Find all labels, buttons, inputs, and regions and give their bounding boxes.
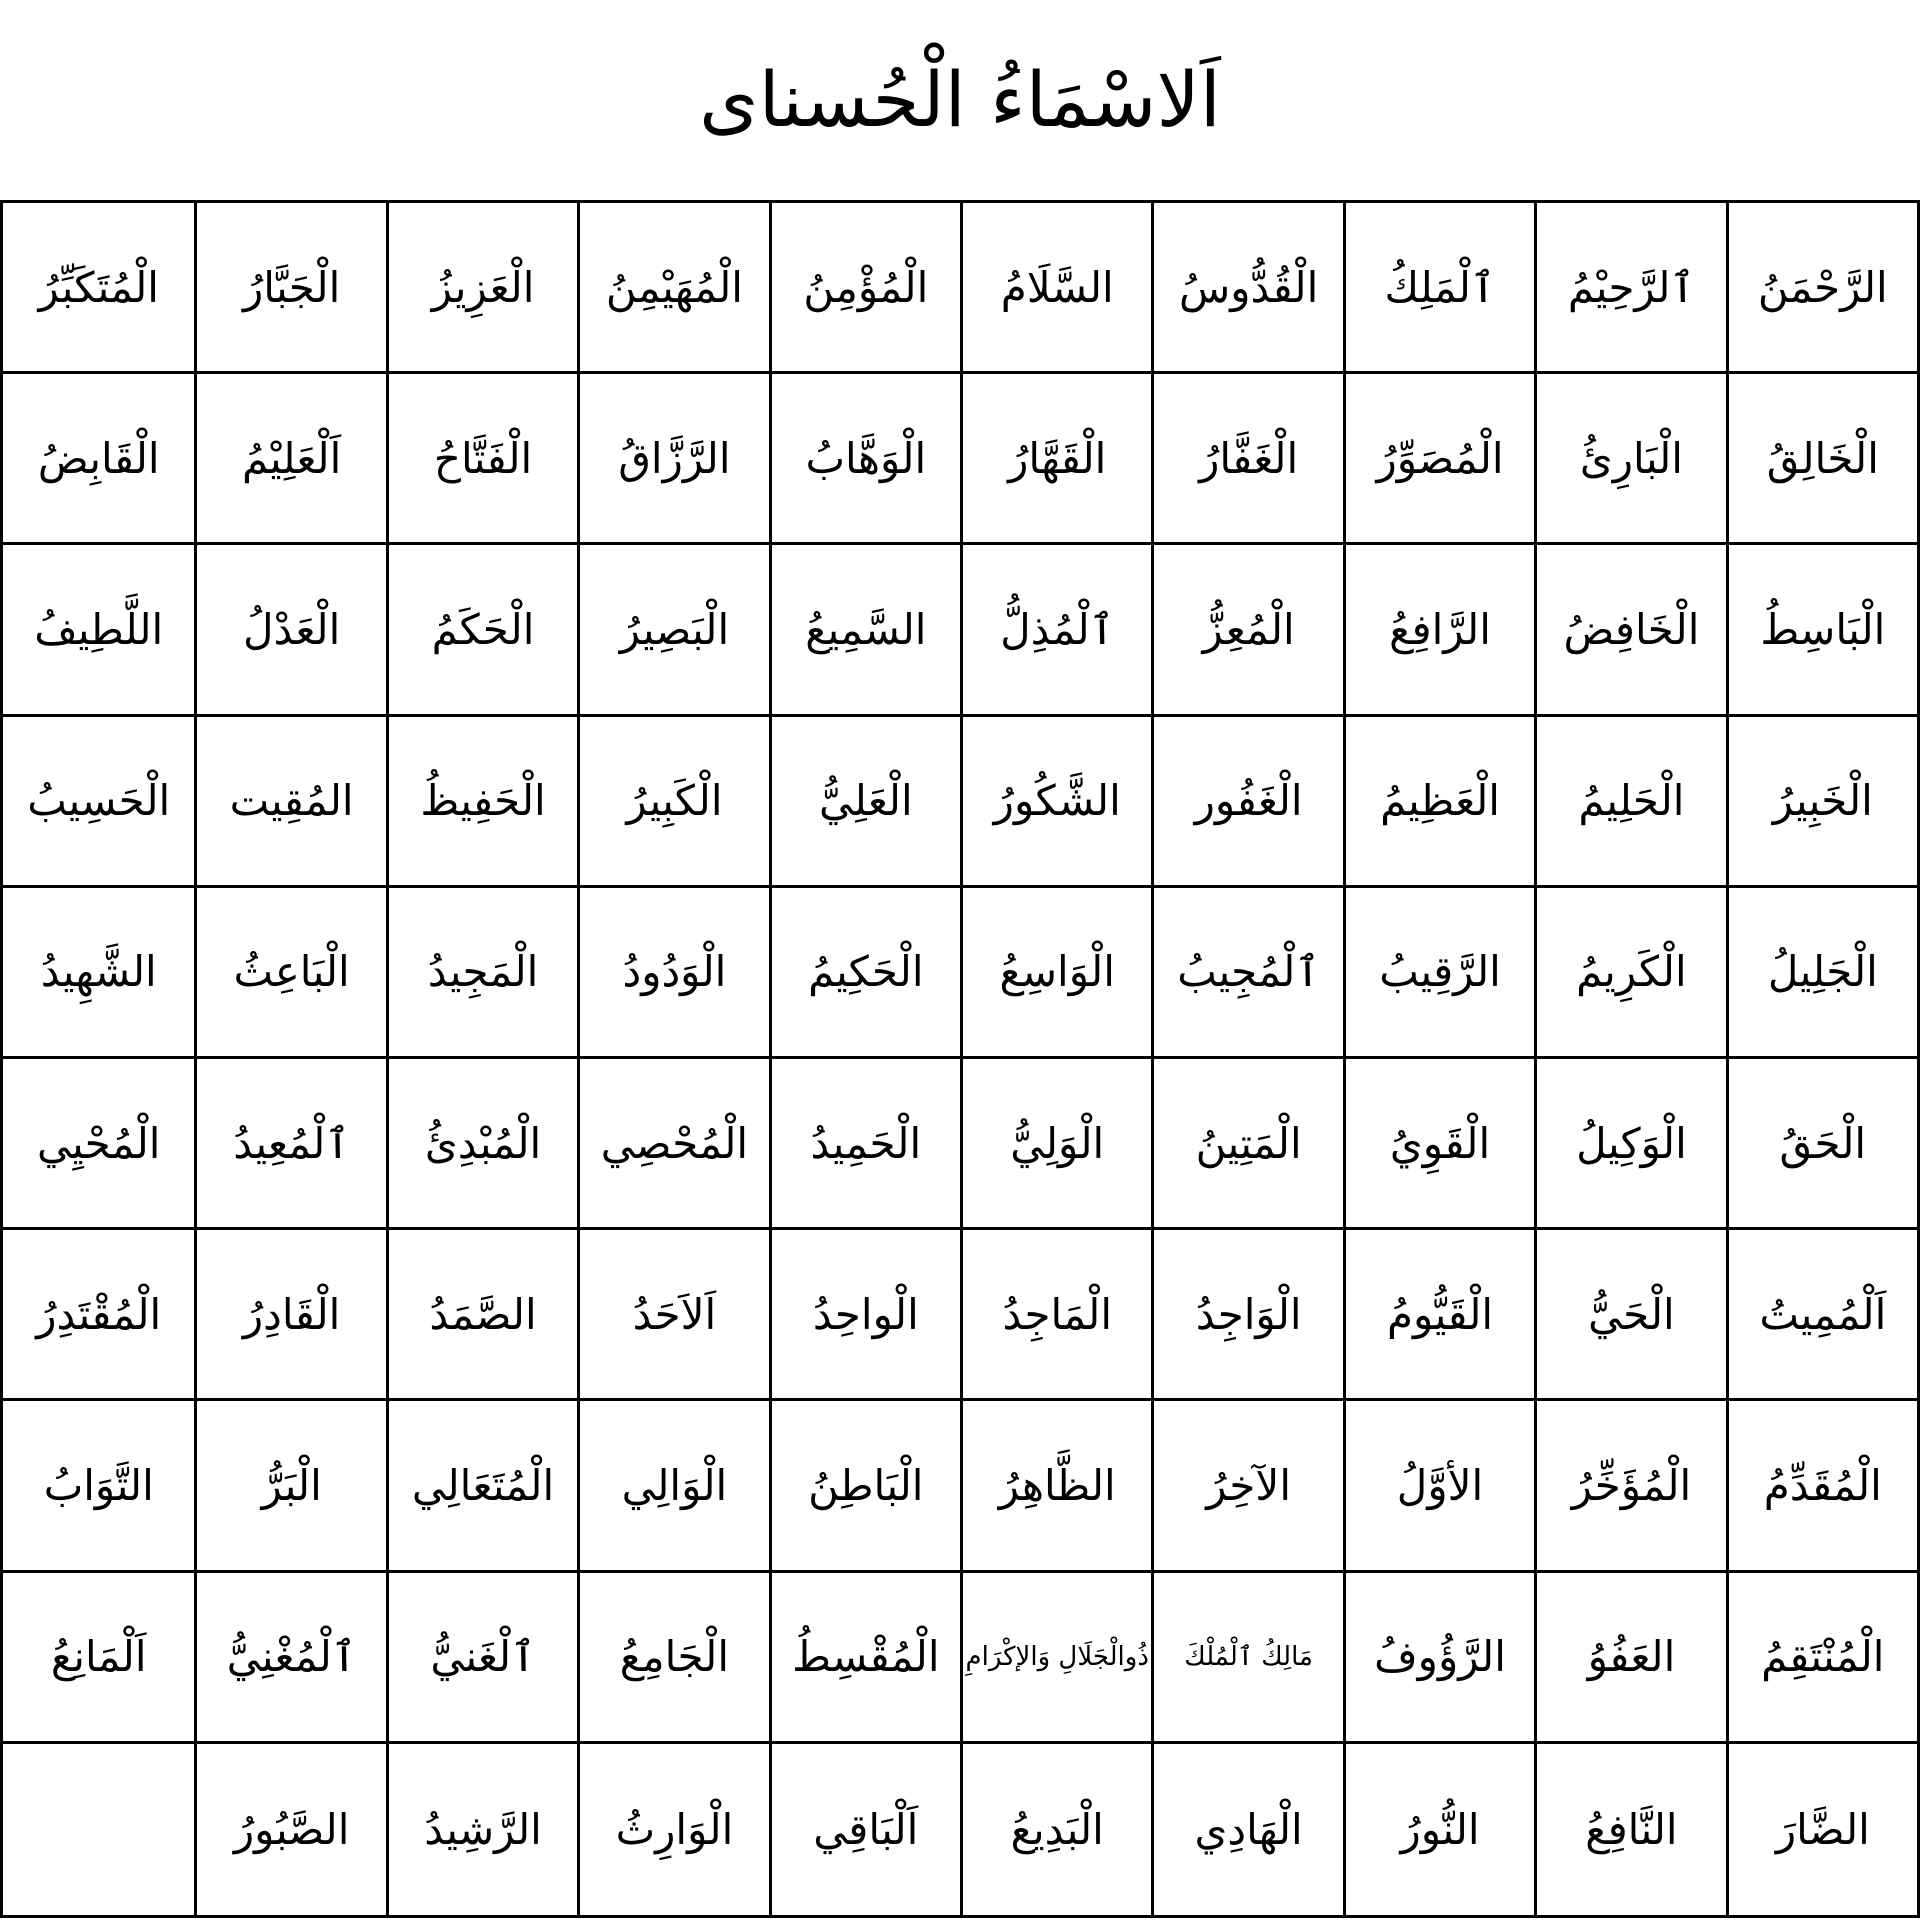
name-cell: الْجَامِعُ [577, 1573, 768, 1744]
name-cell: الْبَرُّ [194, 1401, 385, 1572]
name-cell: الضَّارَ [1726, 1744, 1917, 1915]
name-cell: الظَّاهِرُ [960, 1401, 1151, 1572]
name-cell: الْمُحْصِي [577, 1059, 768, 1230]
name-cell: السَّمِيعُ [769, 545, 960, 716]
name-cell: اَلْمَانِعُ [3, 1573, 194, 1744]
empty-cell [3, 1744, 194, 1915]
name-cell: الْمُنْتَقِمُ [1726, 1573, 1917, 1744]
name-cell: اَلْبَاقِي [769, 1744, 960, 1915]
name-cell: الْمُصَوِّرُ [1343, 374, 1534, 545]
name-cell: الْمُهَيْمِنُ [577, 203, 768, 374]
name-cell: ٱلْمُذِلُّ [960, 545, 1151, 716]
name-cell: الْعَزِيزُ [386, 203, 577, 374]
name-cell: الْكَرِيمُ [1534, 888, 1725, 1059]
name-cell: الصَّبُورُ [194, 1744, 385, 1915]
name-cell: الْحَكِيمُ [769, 888, 960, 1059]
name-cell: الْقَهَّارُ [960, 374, 1151, 545]
name-cell: الْوَكِيلُ [1534, 1059, 1725, 1230]
name-cell: اَلْعَلِيْمُ [194, 374, 385, 545]
name-cell: الْعَظِيمُ [1343, 717, 1534, 888]
name-cell: ٱلرَّحِيْمُ [1534, 203, 1725, 374]
name-cell: المُقِيت [194, 717, 385, 888]
name-cell: الْمُحْيِي [3, 1059, 194, 1230]
name-cell: الْخَافِضُ [1534, 545, 1725, 716]
name-cell: الْعَلِيُّ [769, 717, 960, 888]
name-cell: الْبَاعِثُ [194, 888, 385, 1059]
name-cell: الرَّزَّاقُ [577, 374, 768, 545]
name-cell: الْمُبْدِئُ [386, 1059, 577, 1230]
name-cell: الرَّافِعُ [1343, 545, 1534, 716]
name-cell: الآخِرُ [1151, 1401, 1342, 1572]
name-cell: الْوَالِي [577, 1401, 768, 1572]
name-cell: الْبَارِئُ [1534, 374, 1725, 545]
name-cell: التَّوَابُ [3, 1401, 194, 1572]
name-cell: الْحَكَمُ [386, 545, 577, 716]
name-cell: الْقَابِضُ [3, 374, 194, 545]
name-cell: الْقَوِيُ [1343, 1059, 1534, 1230]
name-cell: الْمُقَدِّمُ [1726, 1401, 1917, 1572]
name-cell: ذُوالْجَلَالِ وَالإكْرَامِ [960, 1573, 1151, 1744]
name-cell: الْعَدْلُ [194, 545, 385, 716]
name-cell: الْمُقْتَدِرُ [3, 1230, 194, 1401]
name-cell: الْجَلِيلُ [1726, 888, 1917, 1059]
name-cell: الْغَفَّارُ [1151, 374, 1342, 545]
name-cell: الْوَلِيُّ [960, 1059, 1151, 1230]
name-cell: الْبَصِيرُ [577, 545, 768, 716]
name-cell: اَلاَحَدُ [577, 1230, 768, 1401]
name-cell: الْقَيُّومُ [1343, 1230, 1534, 1401]
name-cell: الْحَلِيمُ [1534, 717, 1725, 888]
name-cell: الْمُتَكَبِّرُ [3, 203, 194, 374]
name-cell: مَالِكُ ٱلْمُلْكَ [1151, 1573, 1342, 1744]
name-cell: ٱلْمُجِيبُ [1151, 888, 1342, 1059]
name-cell: الْمَجِيدُ [386, 888, 577, 1059]
name-cell: الْواحِدُ [769, 1230, 960, 1401]
name-cell: ٱلْغَنيُّ [386, 1573, 577, 1744]
name-cell: الْمُقْسِطُ [769, 1573, 960, 1744]
name-cell: الْبَاسِطُ [1726, 545, 1917, 716]
name-cell: الْمُؤْمِنُ [769, 203, 960, 374]
name-cell: الْوَاسِعُ [960, 888, 1151, 1059]
name-cell: الْمُتَعَالِي [386, 1401, 577, 1572]
name-cell: الأوَّلُ [1343, 1401, 1534, 1572]
name-cell: الْهَادِي [1151, 1744, 1342, 1915]
name-cell: الْوَهَّابُ [769, 374, 960, 545]
name-cell: الْقَادِرُ [194, 1230, 385, 1401]
name-cell: الْحَفِيظُ [386, 717, 577, 888]
name-cell: الرَّقِيبُ [1343, 888, 1534, 1059]
name-cell: الْحَيُّ [1534, 1230, 1725, 1401]
name-cell: الْخَالِقُ [1726, 374, 1917, 545]
name-cell: الْفَتَّاحُ [386, 374, 577, 545]
name-cell: الْبَاطِنُ [769, 1401, 960, 1572]
name-cell: الرَّحْمَنُ [1726, 203, 1917, 374]
name-cell: الرَّؤُوفُ [1343, 1573, 1534, 1744]
name-cell: الْقُدُّوسُ [1151, 203, 1342, 374]
name-cell: الصَّمَدُ [386, 1230, 577, 1401]
name-cell: العَفُوُ [1534, 1573, 1725, 1744]
name-cell: الْحَقُ [1726, 1059, 1917, 1230]
name-cell: الْوَدُودُ [577, 888, 768, 1059]
name-cell: السَّلَامُ [960, 203, 1151, 374]
name-cell: الْمَتِينُ [1151, 1059, 1342, 1230]
name-cell: الرَّشِيدُ [386, 1744, 577, 1915]
name-cell: الْمُعِزُّ [1151, 545, 1342, 716]
name-cell: الْوَارِثُ [577, 1744, 768, 1915]
name-cell: الْمَاجِدُ [960, 1230, 1151, 1401]
name-cell: الْوَاجِدُ [1151, 1230, 1342, 1401]
name-cell: الْبَدِيعُ [960, 1744, 1151, 1915]
name-cell: ٱلْمُعِيدُ [194, 1059, 385, 1230]
name-cell: الْجَبَّارُ [194, 203, 385, 374]
page-title: اَلاسْمَاءُ الْحُسناى [699, 55, 1221, 144]
name-cell: النُّورُ [1343, 1744, 1534, 1915]
name-cell: الْكَبِيرُ [577, 717, 768, 888]
name-cell: الْغَفُور [1151, 717, 1342, 888]
name-cell: ٱلْمُغْنِيُّ [194, 1573, 385, 1744]
name-cell: الشَّكُورُ [960, 717, 1151, 888]
name-cell: الْحَسِيبُ [3, 717, 194, 888]
name-cell: الشَّهِيدُ [3, 888, 194, 1059]
name-cell: ٱلْمَلِكُ [1343, 203, 1534, 374]
name-cell: الْحَمِيدُ [769, 1059, 960, 1230]
names-grid [0, 200, 1920, 1918]
name-cell: النَّافِعُ [1534, 1744, 1725, 1915]
name-cell: الْمُؤَخِّرُ [1534, 1401, 1725, 1572]
name-cell: الْخَبِيرُ [1726, 717, 1917, 888]
name-cell: اللَّطِيفُ [3, 545, 194, 716]
name-cell: اَلْمُمِيتُ [1726, 1230, 1917, 1401]
